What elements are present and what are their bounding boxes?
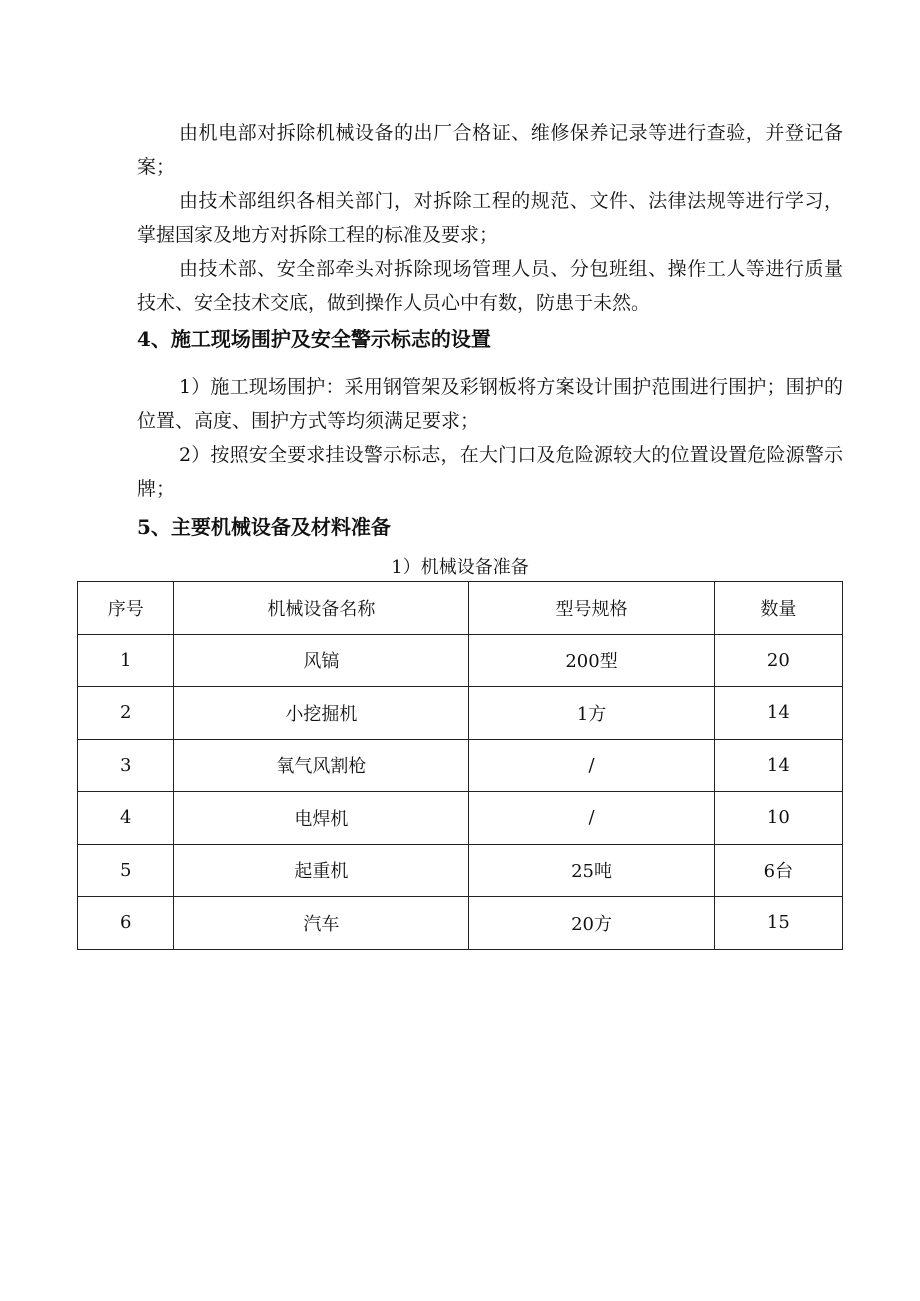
cell-model-spec: 200型 xyxy=(469,634,714,687)
cell-equipment-name: 小挖掘机 xyxy=(174,687,469,740)
table-row xyxy=(78,739,843,792)
cell-model-spec: / xyxy=(469,739,714,792)
table-row xyxy=(78,687,843,740)
section-5-heading: 5、主要机械设备及材料准备 xyxy=(137,515,391,539)
header-model-spec: 型号规格 xyxy=(469,582,714,635)
cell-index: 1 xyxy=(78,634,174,687)
header-equipment-name: 机械设备名称 xyxy=(174,582,469,635)
table-caption: 1）机械设备准备 xyxy=(391,557,529,578)
table-header-row xyxy=(78,582,843,635)
cell-model-spec: 1方 xyxy=(469,687,714,740)
cell-index: 6 xyxy=(78,897,174,950)
cell-equipment-name: 电焊机 xyxy=(174,792,469,845)
table-row xyxy=(78,897,843,950)
cell-index: 3 xyxy=(78,739,174,792)
cell-quantity: 6台 xyxy=(714,844,842,897)
section-4-heading: 4、施工现场围护及安全警示标志的设置 xyxy=(137,327,491,351)
cell-quantity: 14 xyxy=(714,687,842,740)
cell-equipment-name: 风镐 xyxy=(174,634,469,687)
equipment-table xyxy=(77,581,843,950)
cell-quantity: 10 xyxy=(714,792,842,845)
cell-model-spec: / xyxy=(469,792,714,845)
cell-index: 4 xyxy=(78,792,174,845)
table-row xyxy=(78,634,843,687)
cell-index: 2 xyxy=(78,687,174,740)
cell-model-spec: 20方 xyxy=(469,897,714,950)
table-row xyxy=(78,844,843,897)
header-quantity: 数量 xyxy=(714,582,842,635)
cell-model-spec: 25吨 xyxy=(469,844,714,897)
paragraph-regulation-study: 由技术部组织各相关部门，对拆除工程的规范、文件、法律法规等进行学习，掌握国家及地方对拆除工程的标准及要求； xyxy=(137,190,843,246)
cell-equipment-name: 起重机 xyxy=(174,844,469,897)
paragraph-technical-briefing: 由技术部、安全部牵头对拆除现场管理人员、分包班组、操作工人等进行质量技术、安全技术交底，做到操作人员心中有数，防患于未然。 xyxy=(137,258,843,314)
cell-index: 5 xyxy=(78,844,174,897)
cell-quantity: 14 xyxy=(714,739,842,792)
cell-equipment-name: 汽车 xyxy=(174,897,469,950)
cell-quantity: 15 xyxy=(714,897,842,950)
section-4-item-2: 2）按照安全要求挂设警示标志，在大门口及危险源较大的位置设置危险源警示牌； xyxy=(137,444,843,500)
section-4-item-1: 1）施工现场围护：采用钢管架及彩钢板将方案设计围护范围进行围护；围护的位置、高度、围护方式等均须满足要求； xyxy=(137,376,843,432)
table-row xyxy=(78,792,843,845)
paragraph-equipment-inspection: 由机电部对拆除机械设备的出厂合格证、维修保养记录等进行查验，并登记备案； xyxy=(137,122,843,178)
header-index: 序号 xyxy=(78,582,174,635)
cell-equipment-name: 氧气风割枪 xyxy=(174,739,469,792)
cell-quantity: 20 xyxy=(714,634,842,687)
